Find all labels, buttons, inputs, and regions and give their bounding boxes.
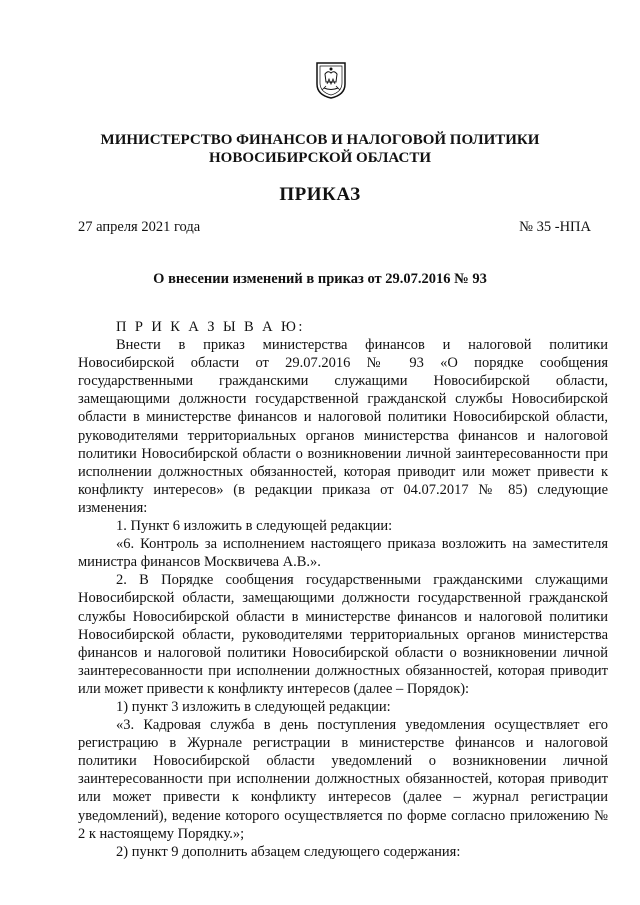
paragraph-4: 2. В Порядке сообщения государственными гражданскими служащими Новосибирской области, замещающими должности государственной гражданской службы Новосибирской области в министерстве финансов и налоговой политики Новосибирской области, руководителями территориальных органов министерства финансов и налоговой политики Новосибирской области о возникновении личной заинтересованности при исполнении должностных обязанностей, которая приводит или может привести к конфликту интересов (далее – Порядок): <box>78 572 608 697</box>
paragraph-7: 2) пункт 9 дополнить абзацем следующего содержания: <box>116 843 461 860</box>
paragraph-1: Внести в приказ министерства финансов и налоговой политики Новосибирской области от 29.07.2016 № 93 «О порядке сообщения государственными гражданскими служащими Новосибирской области, замещающими должности государственной гражданской службы Новосибирской области в министерстве финансов и налоговой политики Новосибирской области, руководителями территориальных органов министерства финансов и налоговой политики Новосибирской области о возникновении личной заинтересованности при исполнении должностных обязанностей, которая приводит или может привести к конфликту интересов» (в редакции приказа от 04.07.2017 № 85) следующие изменения: <box>78 337 608 516</box>
document-body <box>78 318 608 861</box>
document-date: 27 апреля 2021 года <box>78 219 201 235</box>
paragraph-6: «3. Кадровая служба в день поступления уведомления осуществляет его регистрацию в Журнале регистрации в министерстве финансов и налоговой политики Новосибирской области уведомлений о возникновении личной заинтересованности при исполнении должностных обязанностей, которая приводит или может привести к конфликту интересов (далее – журнал регистрации уведомлений), ведение которого осуществляется по форме согласно приложению № 2 к настоящему Порядку.»; <box>78 717 608 842</box>
document-title: ПРИКАЗ <box>279 184 361 205</box>
document-number: № 35 -НПА <box>519 219 591 235</box>
document-subject: О внесении изменений в приказ от 29.07.2016 № 93 <box>153 271 487 287</box>
coat-of-arms-icon <box>314 60 348 100</box>
order-word: П Р И К А З Ы В А Ю: <box>116 319 305 335</box>
ministry-line-1: МИНИСТЕРСТВО ФИНАНСОВ И НАЛОГОВОЙ ПОЛИТИКИ <box>100 132 540 148</box>
paragraph-5: 1) пункт 3 изложить в следующей редакции: <box>116 698 391 715</box>
ministry-name <box>60 131 580 167</box>
paragraph-2: 1. Пункт 6 изложить в следующей редакции: <box>116 518 393 535</box>
paragraph-3: «6. Контроль за исполнением настоящего приказа возложить на заместителя министра финансов Москвичева А.В.». <box>78 536 608 571</box>
ministry-line-2: НОВОСИБИРСКОЙ ОБЛАСТИ <box>208 150 432 166</box>
